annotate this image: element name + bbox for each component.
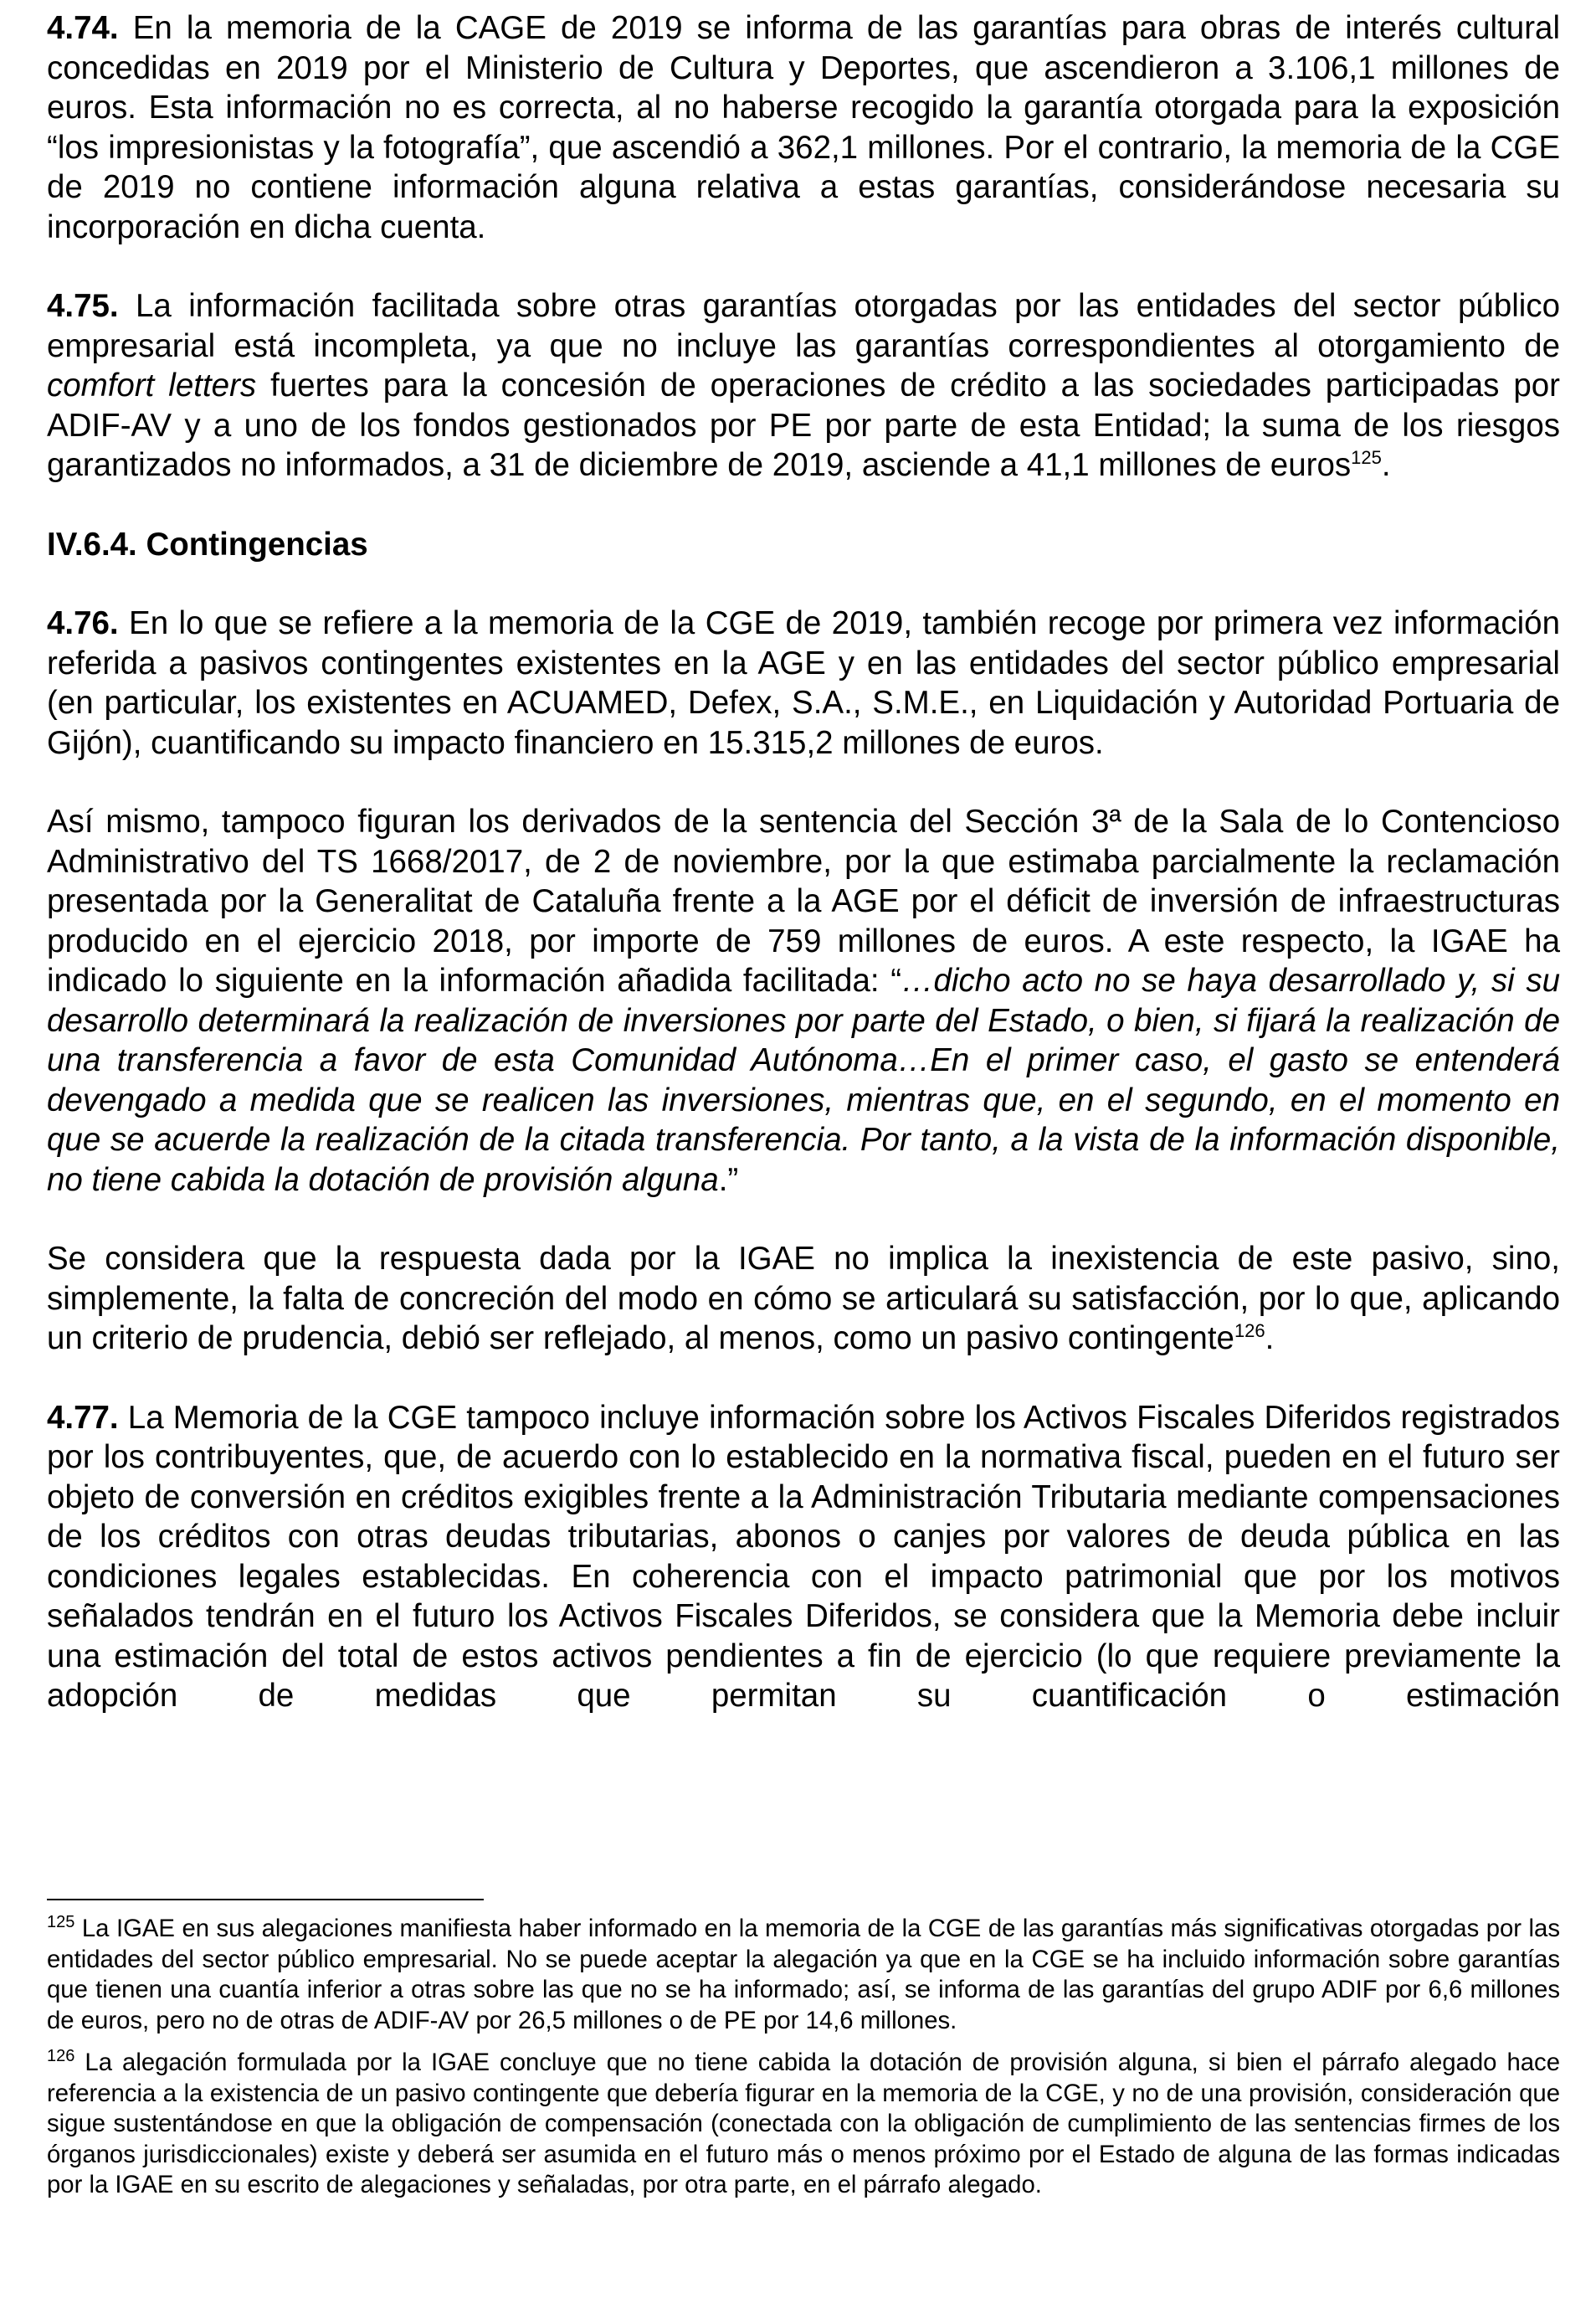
footnote-reference[interactable]: 126 bbox=[1234, 1320, 1265, 1342]
footnote-separator bbox=[47, 1899, 484, 1900]
footnote-marker: 126 bbox=[47, 2047, 75, 2066]
footnote-marker: 125 bbox=[47, 1913, 75, 1932]
footnote bbox=[47, 2048, 1560, 2201]
paragraph bbox=[47, 1239, 1560, 1359]
footnote-text: La IGAE en sus alegaciones manifiesta haber informado en la memoria de la CGE de las garantías más significativas otorgadas por las entidades del sector público empresarial. No se puede aceptar la alegación ya que en la CGE se ha incluido información sobre garantías que tienen una cuantía inferior a otras sobre las que no se ha informado; así, se informa de las garantías del grupo ADIF por 6,6 millones de euros, pero no de otras de ADIF-AV por 26,5 millones o de PE por 14,6 millones. bbox=[47, 1915, 1560, 2034]
paragraph bbox=[47, 1398, 1560, 1716]
section-heading: IV.6.4. Contingencias bbox=[47, 526, 368, 563]
text-run: . bbox=[1381, 447, 1391, 483]
text-run: En la memoria de la CAGE de 2019 se informa de las garantías para obras de interés cultural concedidas en 2019 por el Ministerio de Cultura y Deportes, que ascendieron a 3.106,1 millones de euros. Esta información no es correcta, al no haberse recogido la garantía otorgada para la exposición “los impresionistas y la fotografía”, que ascendió a 362,1 millones. Por el contrario, la memoria de la CGE de 2019 no contiene información alguna relativa a estas garantías, considerándose necesaria su incorporación en dicha cuenta. bbox=[47, 10, 1560, 245]
paragraph-number: 4.76. bbox=[47, 605, 119, 641]
footnote bbox=[47, 1914, 1560, 2036]
paragraph bbox=[47, 8, 1560, 247]
text-run: Se considera que la respuesta dada por la IGAE no implica la inexistencia de este pasivo, sino, simplemente, la falta de concreción del modo en cómo se articulará su satisfacción, por lo que, aplicando un criterio de prudencia, debió ser reflejado, al menos, como un pasivo contingente bbox=[47, 1241, 1560, 1356]
footnotes bbox=[47, 1914, 1560, 2213]
paragraph bbox=[47, 286, 1560, 486]
text-run: fuertes para la concesión de operaciones de crédito a las sociedades participadas por ADIF-AV y a uno de los fondos gestionados por PE por parte de esta Entidad; la suma de los riesgos garantizados no informados, a 31 de diciembre de 2019, asciende a 41,1 millones de euros bbox=[47, 368, 1560, 483]
footnote-text: La alegación formulada por la IGAE concluye que no tiene cabida la dotación de provisión alguna, si bien el párrafo alegado hace referencia a la existencia de un pasivo contingente que debería figurar en la memoria de la CGE, y no de una provisión, consideración que sigue sustentándose en que la obligación de compensación (conectada con la obligación de cumplimiento de las sentencias firmes de los órganos jurisdiccionales) existe y deberá ser asumida en el futuro más o menos próximo por el Estado de alguna de las formas indicadas por la IGAE en su escrito de alegaciones y señaladas, por otra parte, en el párrafo alegado. bbox=[47, 2049, 1560, 2198]
text-run: La Memoria de la CGE tampoco incluye información sobre los Activos Fiscales Diferidos registrados por los contribuyentes, que, de acuerdo con lo establecido en la normativa fiscal, pueden en el futuro ser objeto de conversión en créditos exigibles frente a la Administración Tributaria mediante compensaciones de los créditos con otras deudas tributarias, abonos o canjes por valores de deuda pública en las condiciones legales establecidas. En coherencia con el impacto patrimonial que por los motivos señalados tendrán en el futuro los Activos Fiscales Diferidos, se considera que la Memoria debe incluir una estimación del total de estos activos pendientes a fin de ejercicio (lo que requiere previamente la adopción de medidas que permitan su cuantificación o estimación bbox=[47, 1399, 1560, 1714]
italic-text: comfort letters bbox=[47, 368, 257, 404]
paragraph-number: 4.75. bbox=[47, 288, 119, 324]
footnote-reference[interactable]: 125 bbox=[1351, 447, 1382, 469]
paragraph-number: 4.74. bbox=[47, 10, 119, 46]
text-run: . bbox=[1265, 1320, 1275, 1356]
document-body bbox=[47, 8, 1560, 1756]
text-run: En lo que se refiere a la memoria de la CGE de 2019, también recoge por primera vez información referida a pasivos contingentes existentes en la AGE y en las entidades del sector público empresarial (en particular, los existentes en ACUAMED, Defex, S.A., S.M.E., en Liquidación y Autoridad Portuaria de Gijón), cuantificando su impacto financiero en 15.315,2 millones de euros. bbox=[47, 605, 1560, 761]
paragraph bbox=[47, 604, 1560, 763]
paragraph-number: 4.77. bbox=[47, 1399, 119, 1436]
paragraph bbox=[47, 802, 1560, 1200]
italic-text: …dicho acto no se haya desarrollado y, si su desarrollo determinará la realización de inversiones por parte del Estado, o bien, si fijará la realización de una transferencia a favor de esta Comunidad Autónoma…En el primer caso, el gasto se entenderá devengado a medida que se realicen las inversiones, mientras que, en el segundo, en el momento en que se acuerde la realización de la citada transferencia. Por tanto, a la vista de la información disponible, no tiene cabida la dotación de provisión alguna bbox=[47, 963, 1560, 1198]
text-run: La información facilitada sobre otras garantías otorgadas por las entidades del sector público empresarial está incompleta, ya que no incluye las garantías correspondientes al otorgamiento de bbox=[47, 288, 1560, 364]
text-run: .” bbox=[718, 1161, 739, 1198]
text-run: Así mismo, tampoco figuran los derivados de la sentencia del Sección 3ª de la Sala de lo Contencioso Administrativo del TS 1668/2017, de 2 de noviembre, por la que estimaba parcialmente la reclamación presentada por la Generalitat de Cataluña frente a la AGE por el déficit de inversión de infraestructuras producido en el ejercicio 2018, por importe de 759 millones de euros. A este respecto, la IGAE ha indicado lo siguiente en la información añadida facilitada: “ bbox=[47, 804, 1560, 999]
